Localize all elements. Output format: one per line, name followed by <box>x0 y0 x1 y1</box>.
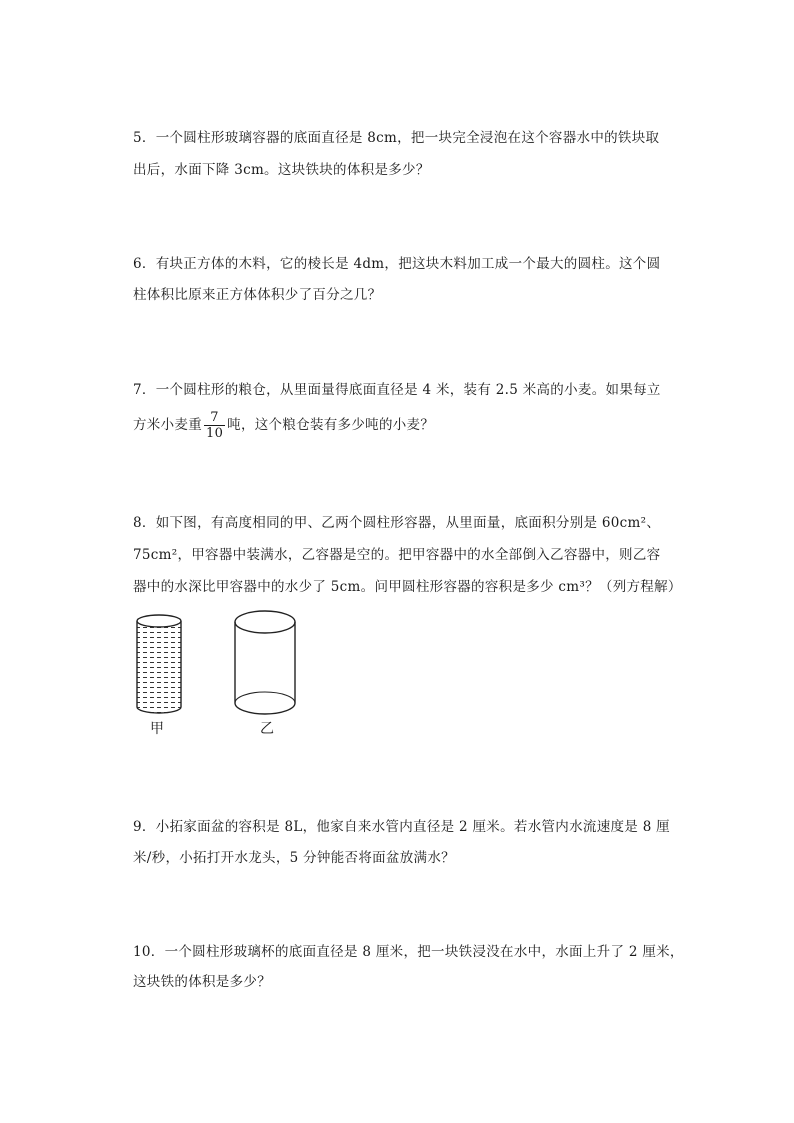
problem-7-line-2-start: 方米小麦重 <box>133 417 202 433</box>
fraction-denominator: 10 <box>206 426 224 441</box>
problem-5-line-1: 5．一个圆柱形玻璃容器的底面直径是 8cm，把一块完全浸泡在这个容器水中的铁块取 <box>133 130 660 146</box>
problem-10-line-1: 10．一个圆柱形玻璃杯的底面直径是 8 厘米，把一块铁浸没在水中，水面上升了 2 厘米， <box>133 944 684 960</box>
cylinder-a <box>137 615 181 737</box>
fraction-numerator: 7 <box>204 410 225 426</box>
cylinder-figure <box>128 605 318 740</box>
label-yi: 乙 <box>260 721 274 737</box>
problem-8-line-1: 8．如下图，有高度相同的甲、乙两个圆柱形容器，从里面量，底面积分别是 60cm²、 <box>133 515 661 531</box>
problem-8-line-3: 器中的水深比甲容器中的水少了 5cm。问甲圆柱形容器的容积是多少 cm³？（列方程解） <box>133 579 682 595</box>
problem-6-line-2: 柱体积比原来正方体体积少了百分之几？ <box>133 287 382 303</box>
problem-9-line-1: 9．小拓家面盆的容积是 8L，他家自来水管内直径是 2 厘米。若水管内水流速度是 8 厘 <box>133 819 670 835</box>
problem-7-line-2-end: 吨，这个粮仓装有多少吨的小麦？ <box>227 417 435 433</box>
problem-7-line-1: 7．一个圆柱形的粮仓，从里面量得底面直径是 4 米，装有 2.5 米高的小麦。如果每立 <box>133 382 661 398</box>
cylinder-b <box>235 611 295 737</box>
problem-8-line-2: 75cm²，甲容器中装满水，乙容器是空的。把甲容器中的水全部倒入乙容器中，则乙容 <box>133 547 661 563</box>
problem-6-line-1: 6．有块正方体的木料，它的棱长是 4dm，把这块木料加工成一个最大的圆柱。这个圆 <box>133 256 661 272</box>
problem-7-line-2 <box>133 408 663 442</box>
problem-9-line-2: 米/秒，小拓打开水龙头，5 分钟能否将面盆放满水？ <box>133 850 455 866</box>
problem-10-line-2: 这块铁的体积是多少？ <box>133 974 271 990</box>
problem-5-line-2: 出后，水面下降 3cm。这块铁块的体积是多少？ <box>133 162 430 178</box>
fraction <box>204 410 225 441</box>
label-jia: 甲 <box>150 721 164 737</box>
